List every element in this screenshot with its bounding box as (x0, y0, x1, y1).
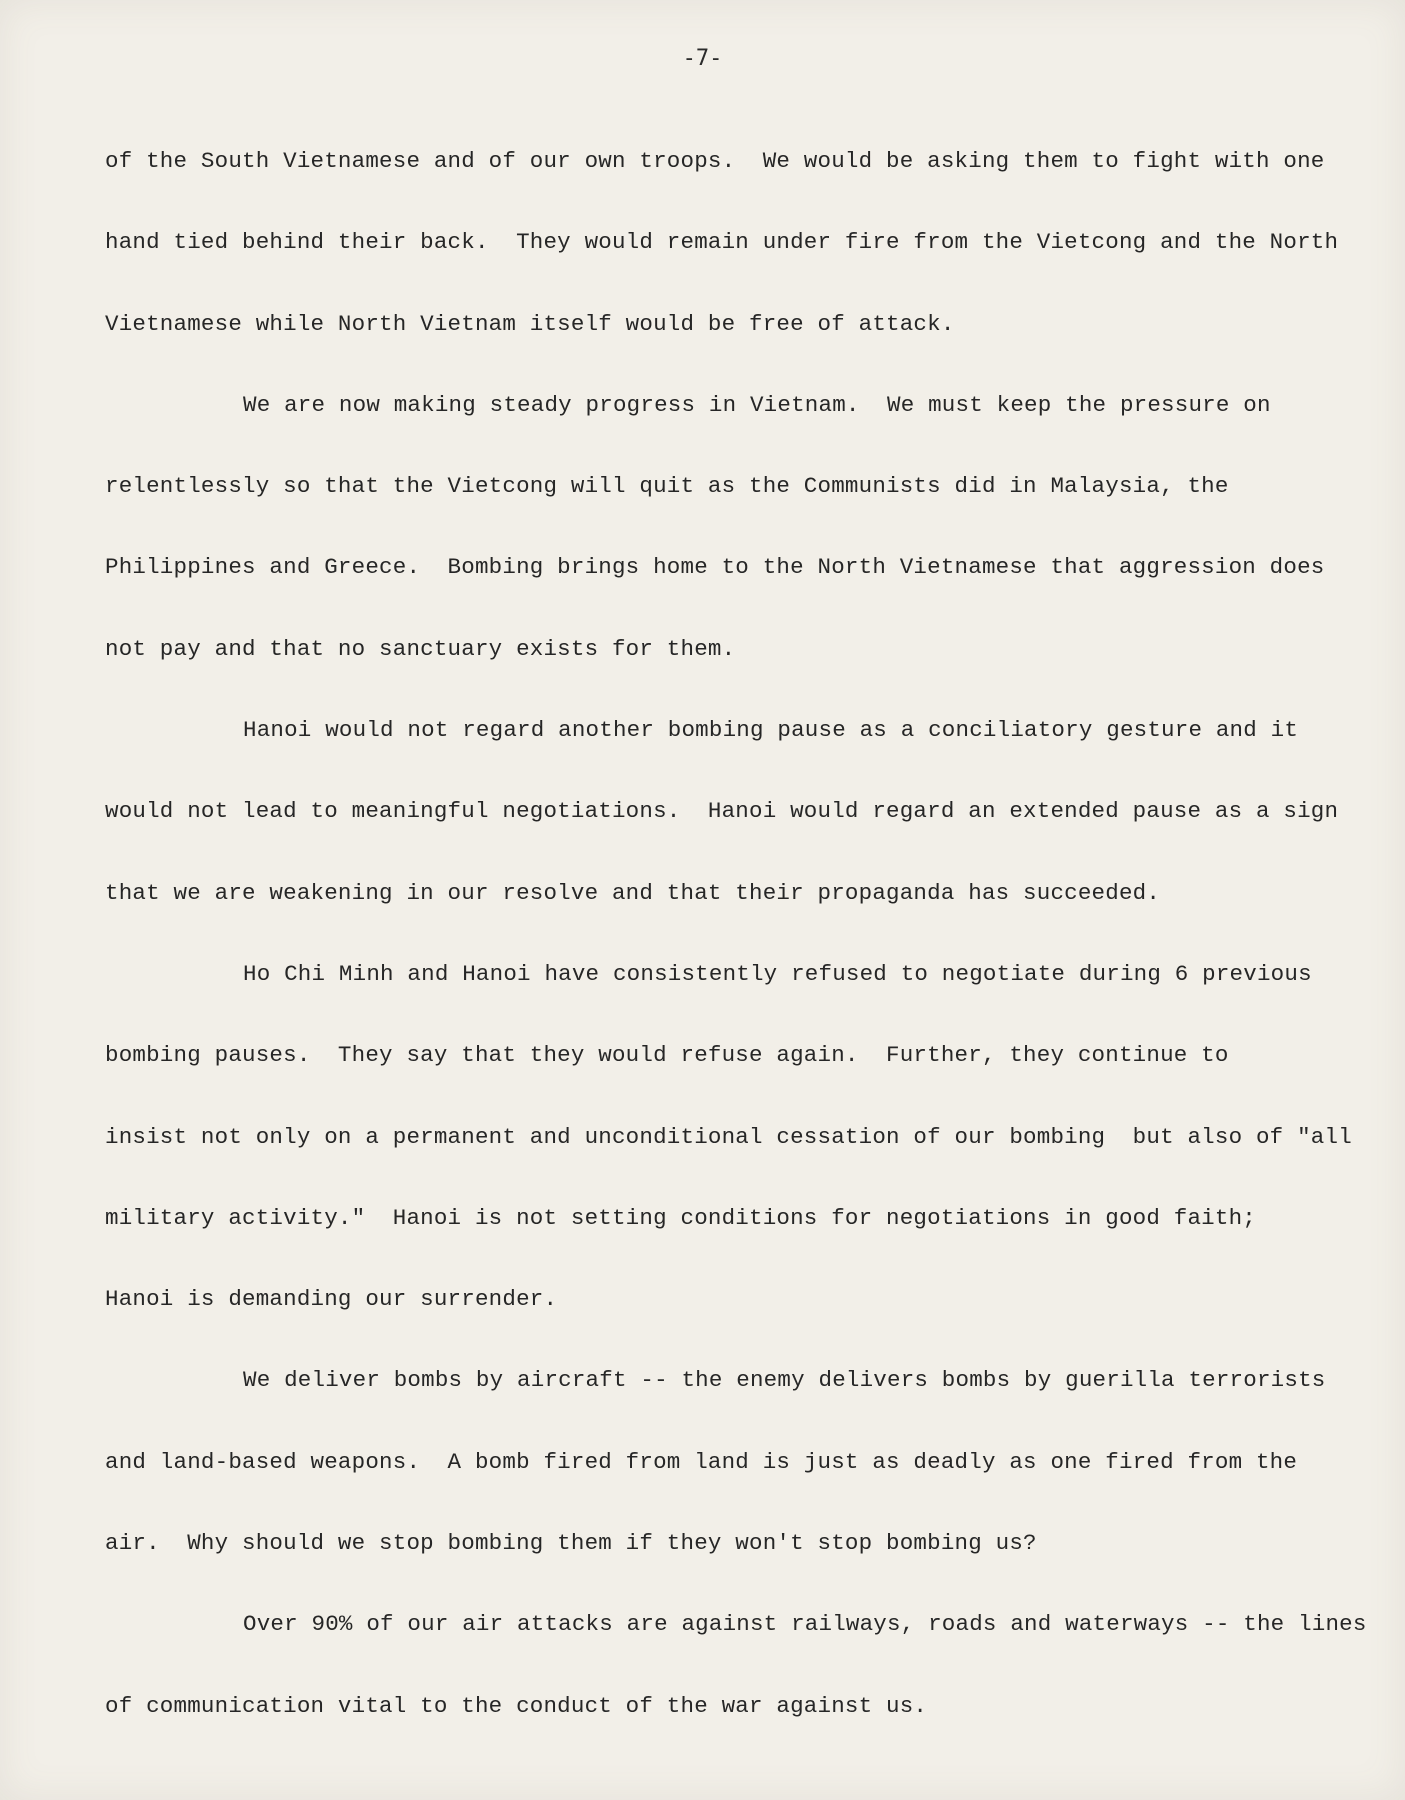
text-line: Hanoi is demanding our surrender. (105, 1286, 558, 1313)
paragraph-start-line: Over 90% of our air attacks are against railways, roads and waterways -- the lines (243, 1611, 1367, 1638)
text-line: insist not only on a permanent and unconditional cessation of our bombing but also of "all (105, 1123, 1352, 1150)
paragraph-start-line: Ho Chi Minh and Hanoi have consistently refused to negotiate during 6 previous (243, 960, 1312, 987)
text-line: Philippines and Greece. Bombing brings home to the North Vietnamese that aggression does (105, 554, 1325, 581)
text-line: and land-based weapons. A bomb fired from land is just as deadly as one fired from the (105, 1448, 1298, 1475)
text-line: relentlessly so that the Vietcong will quit as the Communists did in Malaysia, the (105, 473, 1229, 500)
text-line: would not lead to meaningful negotiations. Hanoi would regard an extended pause as a sign (105, 798, 1339, 825)
paragraph-start-line: We are now making steady progress in Vietnam. We must keep the pressure on (243, 391, 1271, 418)
text-line: that we are weakening in our resolve and that their propaganda has succeeded. (105, 879, 1161, 906)
text-line: of communication vital to the conduct of the war against us. (105, 1692, 928, 1719)
text-line: air. Why should we stop bombing them if they won't stop bombing us? (105, 1530, 1037, 1557)
page-number: -7- (682, 46, 723, 71)
text-line: of the South Vietnamese and of our own troops. We would be asking them to fight with one (105, 148, 1325, 174)
paragraph-start-line: Hanoi would not regard another bombing pause as a conciliatory gesture and it (243, 717, 1299, 744)
paragraph-start-line: We deliver bombs by aircraft -- the enemy delivers bombs by guerilla terrorists (243, 1367, 1326, 1394)
text-line: hand tied behind their back. They would remain under fire from the Vietcong and the North (105, 229, 1339, 256)
text-line: bombing pauses. They say that they would refuse again. Further, they continue to (105, 1042, 1229, 1069)
text-line: Vietnamese while North Vietnam itself would be free of attack. (105, 310, 955, 337)
text-line: not pay and that no sanctuary exists for them. (105, 635, 736, 662)
text-line: military activity." Hanoi is not setting conditions for negotiations in good faith; (105, 1204, 1256, 1231)
document-body (105, 121, 1395, 1747)
